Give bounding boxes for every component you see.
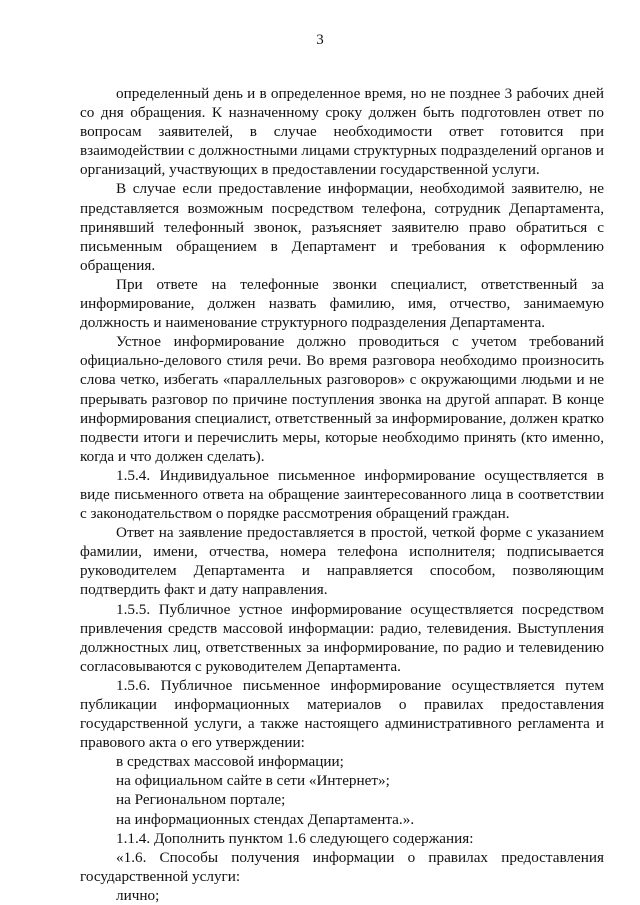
list-item: на информационных стендах Департамента.». xyxy=(116,810,415,828)
paragraph: определенный день и в определенное время, но не позднее 3 рабочих дней со дня обращения. К назначенному сроку должен быть подготовлен ответ по вопросам заявителей, в случае необходимости ответ готовится при взаимодействии с должностными лицами структурных подразделений органов и организаций, участвующих в предоставлении государственной услуги. xyxy=(80,85,604,179)
list-item: лично; xyxy=(116,886,160,904)
paragraph-section-1-5-4: 1.5.4. Индивидуальное письменное информирование осуществляется в виде письменного ответа на обращение заинтересованного лица в соответствии с законодательством о порядке рассмотрения обращений граждан. xyxy=(80,466,604,523)
paragraph: При ответе на телефонные звонки специалист, ответственный за информирование, должен назвать фамилию, имя, отчество, занимаемую должность и наименование структурного подразделения Департамента. xyxy=(80,275,604,332)
paragraph: В случае если предоставление информации, необходимой заявителю, не представляется возможным посредством телефона, сотрудник Департамента, принявший телефонный звонок, разъясняет заявителю право обратиться с письменным обращением в Департамент и требования к оформлению обращения. xyxy=(80,180,604,274)
paragraph-section-1-5-5: 1.5.5. Публичное устное информирование осуществляется посредством привлечения средств массовой информации: радио, телевидения. Выступления должностных лиц, ответственных за информирование, по радио и телевидению согласовываются с руководителем Департамента. xyxy=(80,600,604,675)
page-number: 3 xyxy=(316,32,324,48)
list-item: на Региональном портале; xyxy=(116,791,286,809)
paragraph-section-1-5-6: 1.5.6. Публичное письменное информирование осуществляется путем публикации информационных материалов о правилах предоставления государственной услуги, а также настоящего административного регламента и правового акта о его утверждении: xyxy=(80,676,604,752)
paragraph: Устное информирование должно проводиться с учетом требований официально-делового стиля речи. Во время разговора необходимо произносить слова четко, избегать «параллельных разговоров» с окружающими людьми и не прерывать разговор по причине поступления звонка на другой аппарат. В конце информирования специалист, ответственный за информирование, должен кратко подвести итоги и перечислить меры, которые необходимо принять (кто именно, когда и что должен сделать). xyxy=(80,333,604,465)
paragraph: Ответ на заявление предоставляется в простой, четкой форме с указанием фамилии, имени, отчества, номера телефона исполнителя; подписывается руководителем Департамента и направляется способом, позволяющим подтвердить факт и дату направления. xyxy=(80,524,604,599)
paragraph-section-1-6: «1.6. Способы получения информации о правилах предоставления государственной услуги: xyxy=(80,848,604,885)
list-item: в средствах массовой информации; xyxy=(116,753,344,771)
document-body xyxy=(80,84,604,905)
list-item: на официальном сайте в сети «Интернет»; xyxy=(116,772,390,790)
paragraph-section-1-1-4: 1.1.4. Дополнить пунктом 1.6 следующего содержания: xyxy=(116,829,474,847)
